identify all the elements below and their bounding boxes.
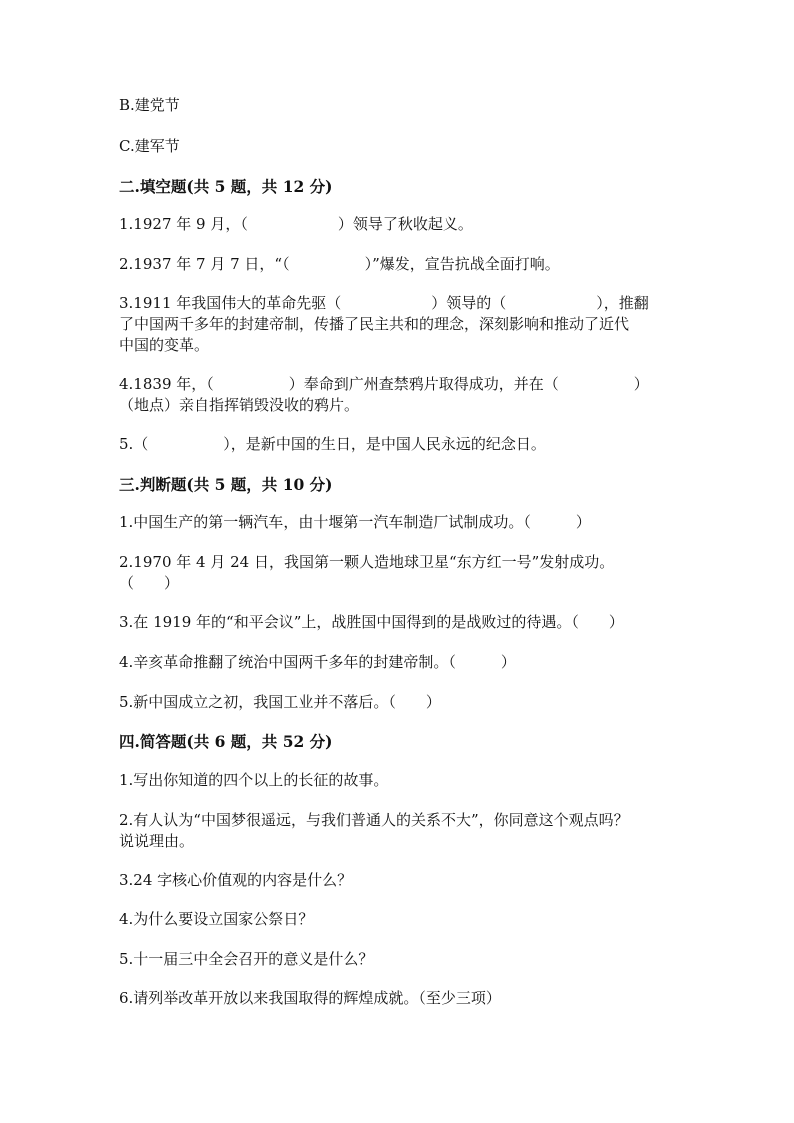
choice-option-c: C.建军节 [119,137,180,155]
choice-option-b: B.建党节 [119,96,180,114]
fill-blank-q3-line2: 了中国两千多年的封建帝制，传播了民主共和的理念，深刻影响和推动了近代 [119,315,630,333]
fill-blank-q1: 1.1927 年 9 月，（ ）领导了秋收起义。 [119,215,473,233]
fill-blank-heading: 二.填空题(共 5 题，共 12 分) [119,177,333,196]
fill-blank-q2: 2.1937 年 7 月 7 日，“（ ）”爆发，宣告抗战全面打响。 [119,255,560,273]
fill-blank-q3-line1: 3.1911 年我国伟大的革命先驱（ ）领导的（ ），推翻 [119,294,649,312]
short-answer-heading: 四.简答题(共 6 题，共 52 分) [119,732,333,751]
short-answer-q6: 6.请列举改革开放以来我国取得的辉煌成就。（至少三项） [119,989,501,1007]
true-false-q2-line1: 2.1970 年 4 月 24 日，我国第一颗人造地球卫星“东方红一号”发射成功。 [119,553,615,571]
true-false-q3: 3.在 1919 年的“和平会议”上，战胜国中国得到的是战败过的待遇。（ ） [119,613,624,631]
true-false-q1: 1.中国生产的第一辆汽车，由十堰第一汽车制造厂试制成功。（ ） [119,513,591,531]
true-false-q4: 4.辛亥革命推翻了统治中国两千多年的封建帝制。（ ） [119,653,516,671]
true-false-q5: 5.新中国成立之初，我国工业并不落后。（ ） [119,693,441,711]
fill-blank-q4-line2: （地点）亲自指挥销毁没收的鸦片。 [119,396,360,414]
short-answer-q4: 4.为什么要设立国家公祭日？ [119,910,314,928]
fill-blank-q5: 5.（ ），是新中国的生日，是中国人民永远的纪念日。 [119,435,546,453]
short-answer-q3: 3.24 字核心价值观的内容是什么？ [119,871,353,889]
fill-blank-q3-line3: 中国的变革。 [119,336,210,354]
short-answer-q2-line2: 说说理由。 [119,832,195,850]
true-false-heading: 三.判断题(共 5 题，共 10 分) [119,475,333,494]
short-answer-q1: 1.写出你知道的四个以上的长征的故事。 [119,771,389,789]
true-false-q2-line2: （ ） [119,574,180,592]
fill-blank-q4-line1: 4.1839 年，（ ）奉命到广州查禁鸦片取得成功，并在（ ） [119,375,649,393]
short-answer-q2-line1: 2.有人认为“中国梦很遥远，与我们普通人的关系不大”，你同意这个观点吗？ [119,811,629,829]
short-answer-q5: 5.十一届三中全会召开的意义是什么？ [119,950,374,968]
